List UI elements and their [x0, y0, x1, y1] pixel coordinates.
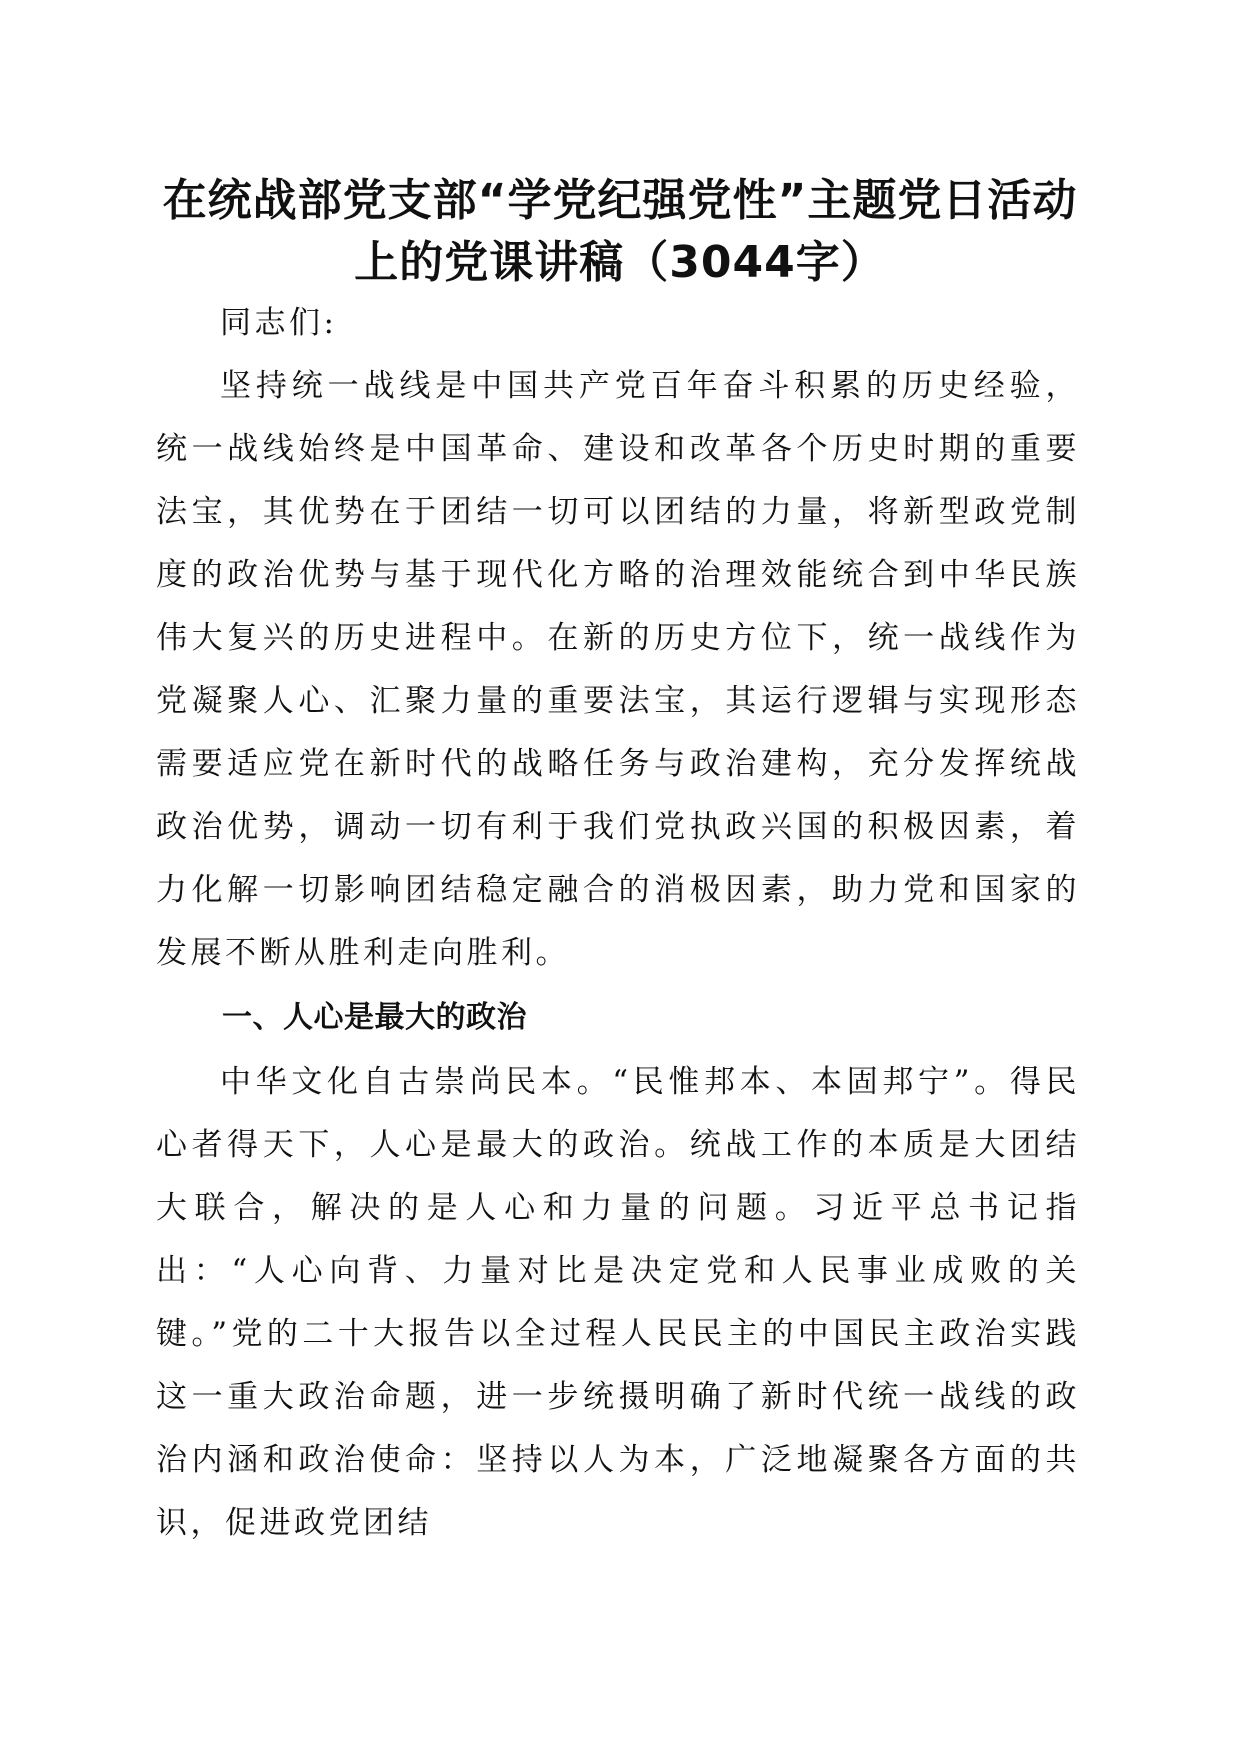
- section-heading: 一、人心是最大的政治: [222, 1000, 527, 1035]
- document-title: 在统战部党支部“学党纪强党性”主题党日活动上的党课讲稿（3044字）: [162, 175, 1078, 288]
- section-paragraph: 中华文化自古崇尚民本。“民惟邦本、本固邦宁”。得民心者得天下，人心是最大的政治。统战工作的本质是大团结大联合，解决的是人心和力量的问题。习近平总书记指出：“人心向背、力量对比是决定党和人民事业成败的关键。”党的二十大报告以全过程人民民主的中国民主政治实践这一重大政治命题，进一步统摄明确了新时代统一战线的政治内涵和政治使命：坚持以人为本，广泛地凝聚各方面的共识，促进政党团结: [156, 1064, 1080, 1541]
- salutation: 同志们:: [220, 305, 338, 341]
- intro-paragraph: 坚持统一战线是中国共产党百年奋斗积累的历史经验，统一战线始终是中国革命、建设和改革各个历史时期的重要法宝，其优势在于团结一切可以团结的力量，将新型政党制度的政治优势与基于现代化方略的治理效能统合到中华民族伟大复兴的历史进程中。在新的历史方位下，统一战线作为党凝聚人心、汇聚力量的重要法宝，其运行逻辑与实现形态需要适应党在新时代的战略任务与政治建构，充分发挥统战政治优势，调动一切有利于我们党执政兴国的积极因素，着力化解一切影响团结稳定融合的消极因素，助力党和国家的发展不断从胜利走向胜利。: [156, 368, 1080, 971]
- document-body: [156, 292, 1080, 1555]
